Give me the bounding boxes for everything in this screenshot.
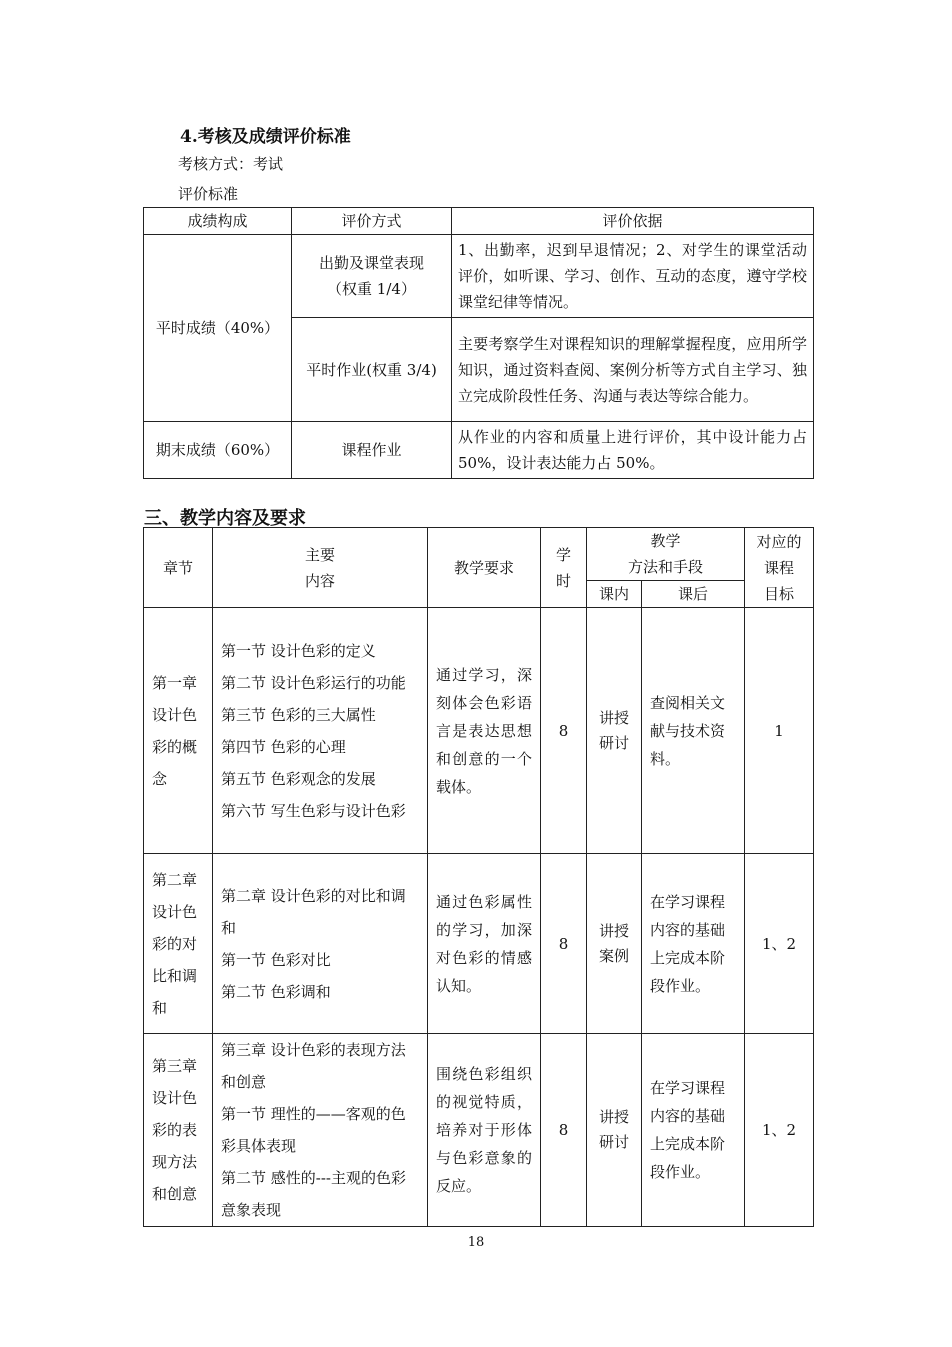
chapter-line: 彩的表 bbox=[152, 1121, 198, 1139]
final-component: 期末成绩（60%） bbox=[144, 422, 292, 479]
attendance-method-line2: （权重 1/4） bbox=[327, 280, 416, 298]
homework-method: 平时作业(权重 3/4) bbox=[292, 318, 452, 422]
in-class-cell bbox=[587, 854, 642, 1034]
header-after-class: 课后 bbox=[642, 581, 745, 608]
hours-cell: 8 bbox=[541, 1034, 587, 1227]
header-chapter: 章节 bbox=[144, 528, 213, 608]
goal-cell: 1、2 bbox=[745, 1034, 814, 1227]
regular-component: 平时成绩（40%） bbox=[144, 235, 292, 422]
in-class-line: 案例 bbox=[598, 946, 629, 965]
after-class-cell: 查阅相关文献与技术资料。 bbox=[642, 608, 745, 854]
section-title-assessment: 4.考核及成绩评价标准 bbox=[180, 127, 351, 147]
header-goal-l2: 课程 bbox=[764, 558, 795, 577]
chapter-line: 设计色 bbox=[152, 902, 198, 921]
header-requirement: 教学要求 bbox=[428, 528, 541, 608]
content-cell bbox=[213, 1034, 428, 1227]
header-method: 评价方式 bbox=[292, 208, 452, 235]
hours-cell: 8 bbox=[541, 854, 587, 1034]
content-cell bbox=[213, 608, 428, 854]
chapter-line: 和 bbox=[152, 998, 168, 1017]
content-line: 第二章 设计色彩的对比和调和 bbox=[221, 886, 406, 937]
goal-cell: 1 bbox=[745, 608, 814, 854]
content-line: 第一节 设计色彩的定义 bbox=[221, 641, 376, 660]
chapter-line: 第一章 bbox=[152, 673, 198, 692]
page-number: 18 bbox=[467, 1235, 485, 1250]
chapter-line: 比和调 bbox=[152, 966, 198, 985]
content-line: 第四节 色彩的心理 bbox=[221, 737, 346, 756]
header-goal-l1: 对应的 bbox=[756, 532, 802, 551]
in-class-line: 讲授 bbox=[598, 708, 629, 727]
assessment-method: 考核方式：考试 bbox=[178, 155, 284, 173]
attendance-basis: 1、出勤率，迟到早退情况；2、对学生的课堂活动评价，如听课、学习、创作、互动的态度，遵守学校课堂纪律等情况。 bbox=[452, 235, 814, 318]
goal-cell: 1、2 bbox=[745, 854, 814, 1034]
header-hours bbox=[541, 528, 587, 608]
chapter-line: 第三章 bbox=[152, 1057, 198, 1075]
content-line: 第三章 设计色彩的表现方法和创意 bbox=[221, 1041, 406, 1091]
requirement-cell: 通过学习，深刻体会色彩语言是表达思想和创意的一个载体。 bbox=[428, 608, 541, 854]
content-line: 第二节 设计色彩运行的功能 bbox=[221, 673, 406, 692]
chapter-line: 设计色 bbox=[152, 1089, 198, 1107]
content-table bbox=[143, 527, 814, 1227]
section-title-teaching-content: 三、教学内容及要求 bbox=[144, 508, 306, 529]
chapter-line: 设计色 bbox=[152, 705, 198, 724]
header-content-l2: 内容 bbox=[304, 571, 335, 590]
header-methods-l2: 方法和手段 bbox=[628, 558, 704, 576]
content-line: 第一节 色彩对比 bbox=[221, 950, 331, 969]
header-hours-l1: 学 bbox=[555, 545, 571, 564]
attendance-method bbox=[292, 235, 452, 318]
table-row bbox=[144, 608, 814, 854]
after-class-cell: 在学习课程内容的基础上完成本阶段作业。 bbox=[642, 854, 745, 1034]
requirement-cell: 通过色彩属性的学习，加深对色彩的情感认知。 bbox=[428, 854, 541, 1034]
in-class-line: 研讨 bbox=[598, 1133, 629, 1151]
chapter-line: 现方法 bbox=[152, 1153, 198, 1171]
header-content bbox=[213, 528, 428, 608]
in-class-line: 研讨 bbox=[598, 733, 629, 752]
header-goal bbox=[745, 528, 814, 608]
chapter-line: 彩的概 bbox=[152, 737, 198, 756]
criteria-label: 评价标准 bbox=[178, 185, 239, 203]
content-cell bbox=[213, 854, 428, 1034]
header-hours-l2: 时 bbox=[555, 571, 571, 590]
hours-cell: 8 bbox=[541, 608, 587, 854]
header-goal-l3: 目标 bbox=[764, 584, 795, 603]
content-line: 第六节 写生色彩与设计色彩 bbox=[221, 801, 406, 820]
content-line: 第二节 感性的---主观的色彩意象表现 bbox=[221, 1169, 406, 1219]
chapter-line: 念 bbox=[152, 769, 168, 788]
after-class-cell: 在学习课程内容的基础上完成本阶段作业。 bbox=[642, 1034, 745, 1227]
header-methods bbox=[587, 528, 745, 581]
in-class-cell bbox=[587, 608, 642, 854]
homework-basis: 主要考察学生对课程知识的理解掌握程度，应用所学知识，通过资料查阅、案例分析等方式自主学习、独立完成阶段性任务、沟通与表达等综合能力。 bbox=[452, 318, 814, 422]
content-line: 第二节 色彩调和 bbox=[221, 982, 331, 1001]
header-basis: 评价依据 bbox=[452, 208, 814, 235]
final-basis: 从作业的内容和质量上进行评价，其中设计能力占 50%，设计表达能力占 50%。 bbox=[452, 422, 814, 479]
final-method: 课程作业 bbox=[292, 422, 452, 479]
chapter-line: 和创意 bbox=[152, 1185, 198, 1203]
table-row bbox=[144, 854, 814, 1034]
attendance-method-line1: 出勤及课堂表现 bbox=[318, 254, 424, 272]
content-line: 第一节 理性的——客观的色彩具体表现 bbox=[221, 1105, 406, 1155]
header-content-l1: 主要 bbox=[304, 545, 335, 564]
in-class-line: 讲授 bbox=[598, 1108, 629, 1126]
chapter-cell bbox=[144, 608, 213, 854]
requirement-cell: 围绕色彩组织的视觉特质，培养对于形体与色彩意象的反应。 bbox=[428, 1034, 541, 1227]
header-methods-l1: 教学 bbox=[650, 532, 681, 550]
in-class-cell bbox=[587, 1034, 642, 1227]
chapter-line: 第二章 bbox=[152, 870, 198, 889]
chapter-cell bbox=[144, 854, 213, 1034]
grading-table bbox=[143, 207, 814, 479]
content-line: 第五节 色彩观念的发展 bbox=[221, 769, 376, 788]
table-row bbox=[144, 1034, 814, 1227]
chapter-cell bbox=[144, 1034, 213, 1227]
in-class-line: 讲授 bbox=[598, 921, 629, 940]
header-in-class: 课内 bbox=[587, 581, 642, 608]
header-component: 成绩构成 bbox=[144, 208, 292, 235]
chapter-line: 彩的对 bbox=[152, 934, 198, 953]
content-line: 第三节 色彩的三大属性 bbox=[221, 705, 376, 724]
